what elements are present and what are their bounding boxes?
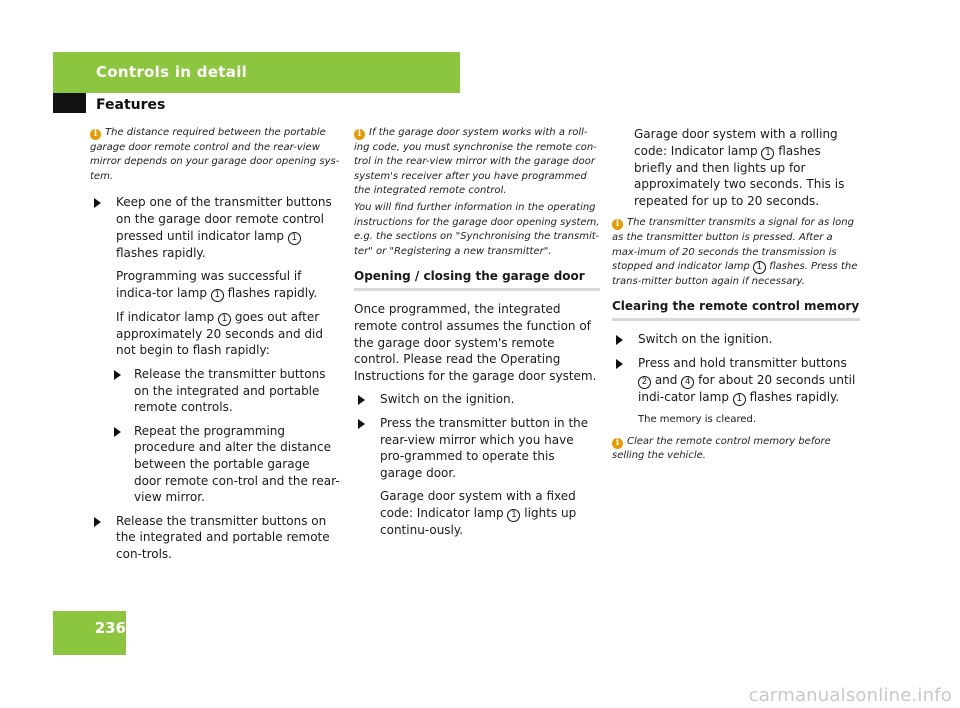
step-text: flashes rapidly. — [749, 389, 840, 404]
instruction-step — [612, 331, 860, 348]
paragraph-text: lights up continu-ously. — [380, 505, 577, 537]
info-note — [90, 126, 340, 184]
paragraph: Once programmed, the integrated remote control assumes the function of the garage door system's remote control. Please read the Operating Instructions for the garage door system. — [354, 302, 597, 383]
paragraph-text: flashes rapidly. — [227, 285, 318, 300]
paragraph-text: Garage door system with a fixed code: Indicator lamp — [380, 489, 576, 520]
indicator-number: 1 — [288, 232, 301, 245]
paragraph-text: goes out after approximately 20 seconds and did not begin to flash rapidly: — [116, 309, 323, 358]
sub-step — [90, 366, 340, 416]
paragraph — [612, 126, 860, 209]
indicator-number: 1 — [218, 313, 231, 326]
step-text: Release the transmitter buttons on the integrated and portable remote controls. — [134, 366, 326, 415]
info-note-continued: You will find further information in the operating instructions for the garage door opening system, e.g. the sections on "Synchronising the transmit-ter" or "Registering a new transmitter". — [354, 201, 600, 257]
column-2 — [354, 126, 600, 545]
info-text: The distance required between the portable garage door remote control and the rear-view mirror depends on your garage door opening sys-tem. — [90, 127, 340, 182]
paragraph-text: Programming was successful if indica-tor lamp — [116, 269, 302, 300]
instruction-step — [612, 355, 860, 406]
column-1 — [90, 126, 340, 569]
paragraph-text: Garage door system with a rolling code: Indicator lamp — [634, 127, 838, 158]
arrow-bullet-icon — [616, 359, 623, 369]
step-text: Repeat the programming procedure and alter the distance between the portable garage door remote con-trol and the rear-view mirror. — [134, 423, 340, 505]
step-text: Press the transmitter button in the rear-view mirror which you have pro-grammed to operate this garage door. — [380, 415, 589, 480]
info-icon: i — [354, 129, 365, 140]
info-text: Clear the remote control memory before selling the vehicle. — [612, 435, 831, 462]
info-text: If the garage door system works with a roll-ing code, you must synchronise the remote con-trol in the rear-view mirror with the garage door system's receiver after you have programmed the integrated remote control. — [354, 127, 597, 197]
paragraph — [90, 268, 340, 302]
step-text: and — [654, 372, 678, 387]
chapter-title: Controls in detail — [96, 63, 248, 81]
step-text: flashes rapidly. — [116, 245, 206, 260]
instruction-step — [354, 391, 600, 408]
step-text: for about 20 seconds until indi-cator lamp — [638, 372, 856, 404]
indicator-number: 1 — [761, 147, 774, 160]
indicator-number: 1 — [507, 509, 520, 522]
arrow-bullet-icon — [616, 335, 623, 345]
paragraph — [90, 309, 340, 359]
step-text: Switch on the ignition. — [380, 392, 515, 407]
info-note — [612, 435, 860, 464]
instruction-step — [90, 194, 340, 261]
step-text: Release the transmitter buttons on the integrated and portable remote con-trols. — [116, 513, 330, 561]
arrow-bullet-icon — [358, 419, 365, 429]
instruction-step — [90, 513, 340, 563]
arrow-bullet-icon — [114, 427, 121, 437]
info-icon: i — [612, 438, 623, 449]
sub-step — [90, 423, 340, 506]
result-note: The memory is cleared. — [638, 413, 757, 425]
section-title: Features — [96, 97, 166, 113]
arrow-bullet-icon — [94, 198, 101, 208]
indicator-number: 1 — [211, 289, 224, 302]
page-number: 236 — [94, 619, 126, 637]
instruction-step — [354, 415, 600, 481]
info-note — [612, 216, 860, 289]
step-text: Press and hold transmitter buttons — [638, 355, 847, 370]
paragraph-text: If indicator lamp — [116, 309, 215, 324]
section-heading: Clearing the remote control memory — [612, 299, 860, 321]
step-text: Keep one of the transmitter buttons on the garage door remote control pressed until indicator lamp — [116, 195, 332, 243]
page-number-box — [53, 611, 126, 655]
info-icon: i — [90, 129, 101, 140]
arrow-bullet-icon — [114, 370, 121, 380]
indicator-number: 1 — [733, 393, 746, 406]
column-3 — [612, 126, 860, 474]
section-tab — [53, 93, 86, 113]
paragraph-text: flashes briefly and then lights up for approximately two seconds. This is repeated for up to 20 seconds. — [634, 143, 845, 208]
info-icon: i — [612, 219, 623, 230]
indicator-number: 2 — [638, 376, 651, 389]
watermark: carmanualsonline.info — [748, 685, 952, 706]
paragraph — [354, 488, 600, 538]
arrow-bullet-icon — [358, 395, 365, 405]
info-note — [354, 126, 600, 199]
indicator-number: 4 — [681, 376, 694, 389]
section-heading: Opening / closing the garage door — [354, 269, 600, 291]
info-text: The transmitter transmits a signal for as long as the transmitter button is pressed. After a max-imum of 20 seconds the transmission is stopped and indicator lamp — [612, 217, 854, 273]
info-text: flashes. Press the trans-mitter button again if necessary. — [612, 261, 858, 287]
indicator-number: 1 — [753, 261, 766, 274]
step-text: Switch on the ignition. — [638, 332, 773, 347]
arrow-bullet-icon — [94, 517, 101, 527]
